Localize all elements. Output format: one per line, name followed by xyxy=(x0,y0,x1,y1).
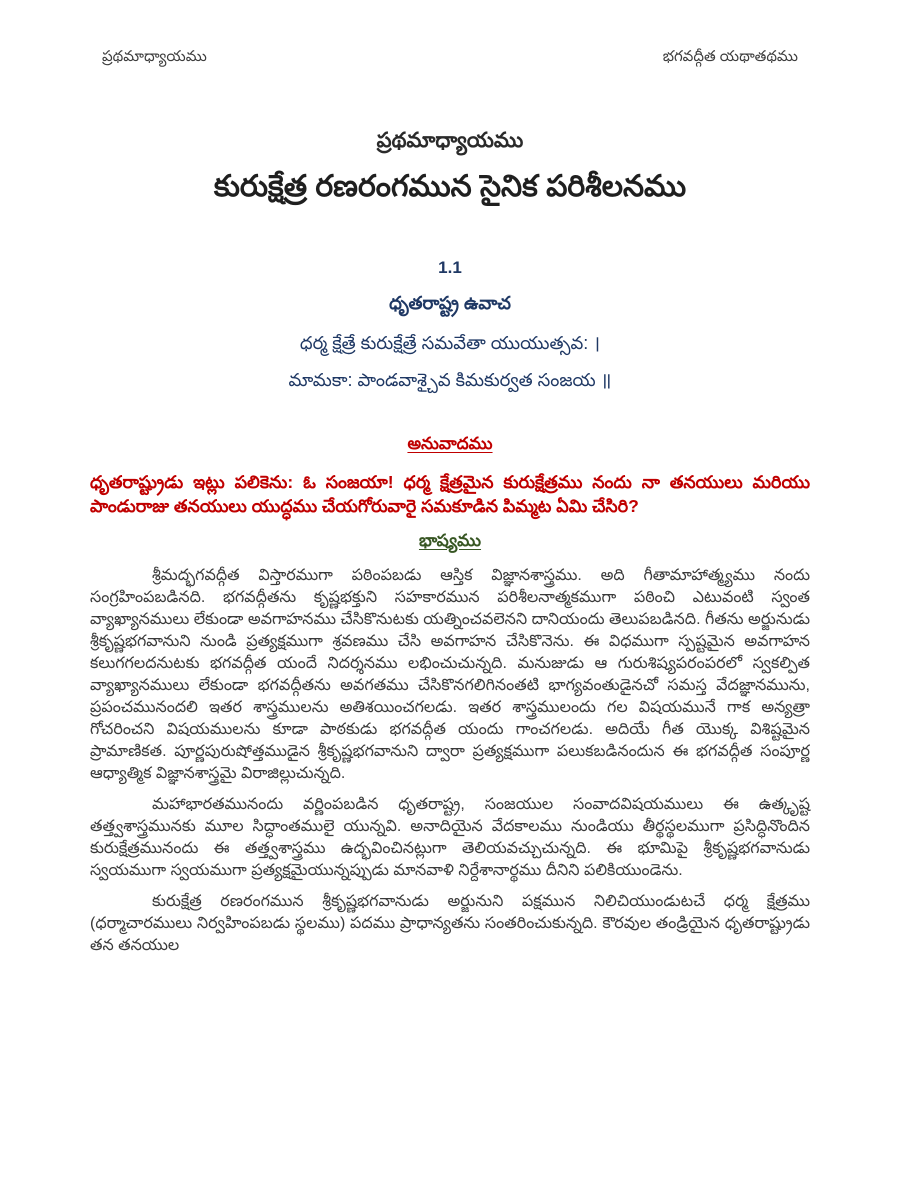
running-header-right: భగవద్గీత యథాతథము xyxy=(662,48,798,65)
verse-line-1: ధర్మ క్షేత్రే కురుక్షేత్రే సమవేతా యుయుత్సవ: । xyxy=(299,332,601,353)
verse-number: 1.1 xyxy=(438,257,462,277)
running-header xyxy=(90,48,810,69)
translation-paragraph: ధృతరాష్ట్రుడు ఇట్లు పలికెను: ఓ సంజయా! ధర్మ క్షేత్రమైన కురుక్షేత్రము నందు నా తనయులు మరియు పాండురాజు తనయులు యుద్ధము చేయగోరువారై సమకూడిన పిమ్మట ఏమి చేసిరి? xyxy=(90,472,810,517)
commentary-paragraph-3: కురుక్షేత్ర రణరంగమున శ్రీకృష్ణభగవానుడు అర్జునుని పక్షమున నిలిచియుండుటచే ధర్మ క్షేత్రము (ధర్మాచారములు నిర్వహింపబడు స్థలము) పదము ప్రాధాన్యతను సంతరించుకున్నది. కౌరవుల తండ్రియైన ధృతరాష్ట్రుడు తన తనయుల xyxy=(90,893,810,955)
page-title: కురుక్షేత్ర రణరంగమున సైనిక పరిశీలనము xyxy=(213,170,687,203)
running-header-left: ప్రథమాధ్యాయము xyxy=(102,48,207,65)
translation-heading-label: అనువాదము xyxy=(407,434,493,454)
commentary-heading-label: భాష్యము xyxy=(418,531,482,551)
translation-section-heading xyxy=(90,434,810,458)
verse-speaker: ధృతరాష్ట్ర ఉవాచ xyxy=(389,292,511,313)
verse-line-2: మామకా: పాండవాశ్చైవ కిమకుర్వత సంజయ ॥ xyxy=(288,369,612,390)
commentary-paragraph-1: శ్రీమద్భగవద్గీత విస్తారముగా పఠింపబడు ఆస్తిక విజ్ఞానశాస్త్రము. అది గీతామాహాత్మ్యము నందు సంగ్రహింపబడినది. భగవద్గీతను కృష్ణభక్తుని సహకారమున పరిశీలనాత్మకముగా పఠించి ఎటువంటి స్వంత వ్యాఖ్యానములు లేకుండా అవగాహనము చేసికొనుటకు యత్నించవలెనని దానియందు తెలుపబడినది. గీతను అర్జునుడు శ్రీకృష్ణభగవానుని నుండి ప్రత్యక్షముగా శ్రవణము చేసి అవగాహన చేసికొనెను. ఈ విధముగా స్పష్టమైన అవగాహన కలుగగలదనుటకు భగవద్గీత యందే నిదర్శనము లభించుచున్నది. మనుజుడు ఆ గురుశిష్యపరంపరలో స్వకల్పిత వ్యాఖ్యానములు లేకుండా భగవద్గీతను అవగతము చేసికొనగలిగినంతటి భాగ్యవంతుడైనచో సమస్త వేదజ్ఞానమును, ప్రపంచమునందలి ఇతర శాస్త్రములను అతిశయించగలడు. ఇతర శాస్త్రములందు గల విషయమునే గాక అన్యత్రా గోచరించని విషయములను కూడా పాఠకుడు భగవద్గీత యందు గాంచగలడు. అదియే గీత యొక్క విశిష్టమైన ప్రామాణికత. పూర్ణపురుషోత్తముడైన శ్రీకృష్ణభగవానుని ద్వారా ప్రత్యక్షముగా పలుకబడినందున ఈ భగవద్గీత సంపూర్ణ ఆధ్యాత్మిక విజ్ఞానశాస్త్రమై విరాజిల్లుచున్నది. xyxy=(90,567,810,783)
chapter-title: ప్రథమాధ్యాయము xyxy=(376,129,524,152)
commentary-section-heading xyxy=(90,531,810,555)
commentary-paragraph-2: మహాభారతమునందు వర్ణింపబడిన ధృతరాష్ట్ర, సంజయుల సంవాదవిషయములు ఈ ఉత్కృష్ట తత్త్వశాస్త్రమునకు మూల సిద్ధాంతములై యున్నవి. అనాదియైన వేదకాలము నుండియు తీర్థస్థలముగా ప్రసిద్ధినొందిన కురుక్షేత్రమునందు ఈ తత్త్వశాస్త్రము ఉద్భవించినట్లుగా తెలియవచ్చుచున్నది. ఈ భూమిపై శ్రీకృష్ణభగవానుడు స్వయముగా స్వయముగా ప్రత్యక్షమైయున్నప్పుడు మానవాళి నిర్దేశానార్థము దీనిని పలికియుండెను. xyxy=(90,796,810,880)
